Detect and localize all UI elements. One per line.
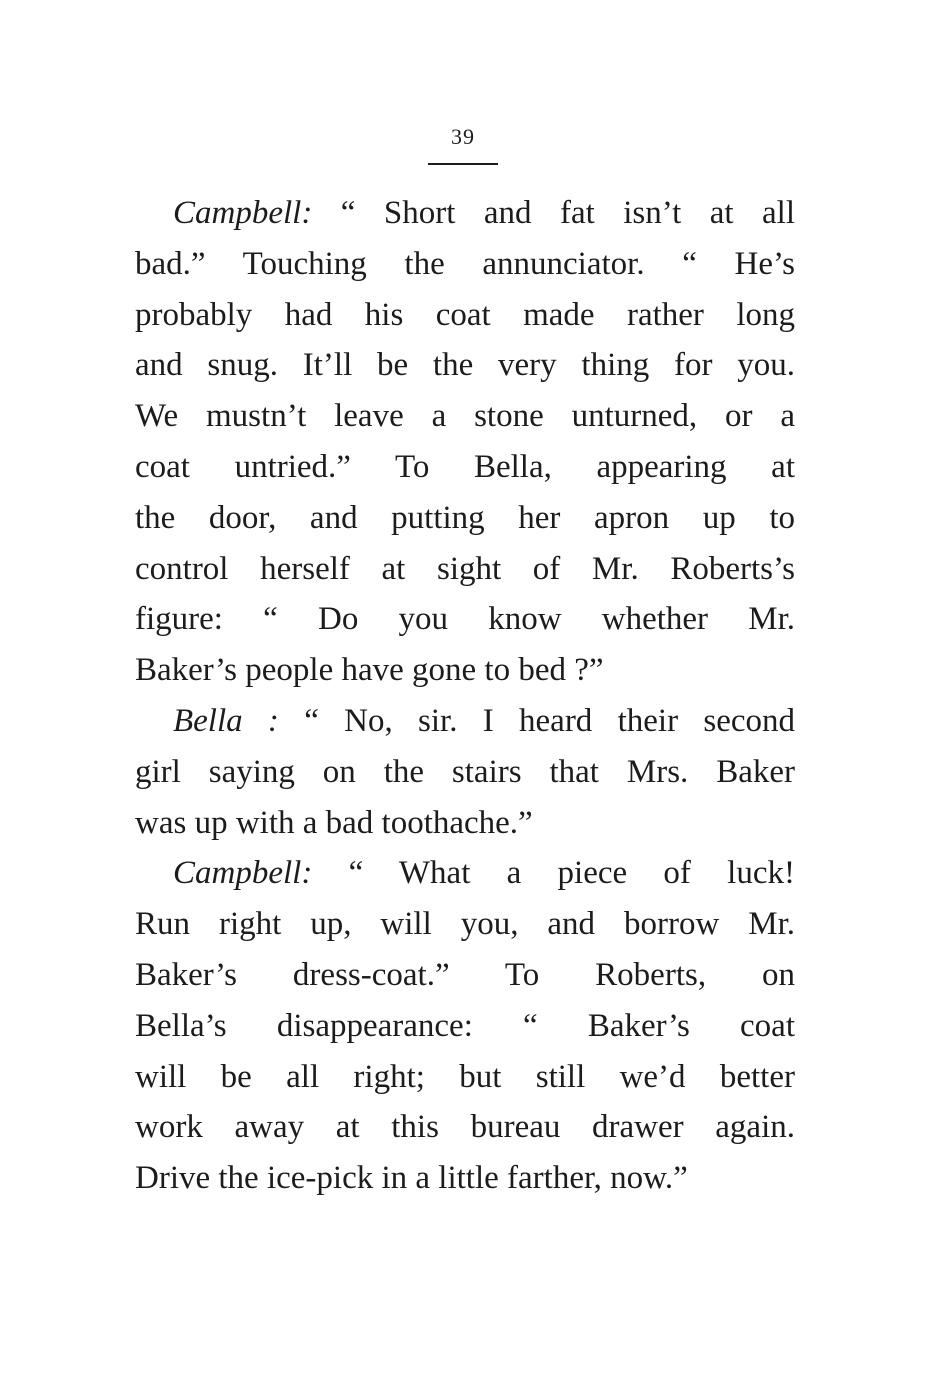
line-text: “ What a piece of luck! <box>348 855 795 892</box>
page-body <box>135 188 795 1204</box>
speaker-name: Campbell: <box>173 195 313 231</box>
text-line: was up with a bad toothache.” <box>135 804 533 841</box>
speaker-name: Bella : <box>173 702 279 739</box>
line-text: “ No, sir. I heard their second <box>304 702 795 739</box>
text-line: Drive the ice-pick in a little farther, now.” <box>135 1160 688 1197</box>
text-line: Baker’s people have gone to bed ?” <box>135 652 604 689</box>
text-line: the door, and putting her apron up to <box>135 499 795 536</box>
text-line: Baker’s dress-coat.” To Roberts, on <box>135 956 795 993</box>
text-line: Run right up, will you, and borrow Mr. <box>135 906 795 943</box>
speaker-name: Campbell: <box>173 855 313 892</box>
text-line: work away at this bureau drawer again. <box>135 1109 795 1146</box>
text-line: We mustn’t leave a stone unturned, or a <box>135 398 795 435</box>
text-line: girl saying on the stairs that Mrs. Baker <box>135 753 795 790</box>
page-number: 39 <box>451 124 475 149</box>
text-line <box>135 188 795 239</box>
line-text: “ Short and fat isn’t at all <box>340 195 796 231</box>
page-number-rule <box>428 163 498 165</box>
text-line <box>135 696 795 747</box>
text-line: bad.” Touching the annunciator. “ He’s <box>135 245 795 282</box>
text-line: control herself at sight of Mr. Roberts’s <box>135 550 795 587</box>
text-line: figure: “ Do you know whether Mr. <box>135 601 795 638</box>
text-line: coat untried.” To Bella, appearing at <box>135 448 795 485</box>
text-line <box>135 848 795 899</box>
text-line: and snug. It’ll be the very thing for you. <box>135 347 795 384</box>
text-line: will be all right; but still we’d better <box>135 1058 795 1095</box>
text-line: probably had his coat made rather long <box>135 296 795 333</box>
text-line: Bella’s disappearance: “ Baker’s coat <box>135 1007 795 1044</box>
